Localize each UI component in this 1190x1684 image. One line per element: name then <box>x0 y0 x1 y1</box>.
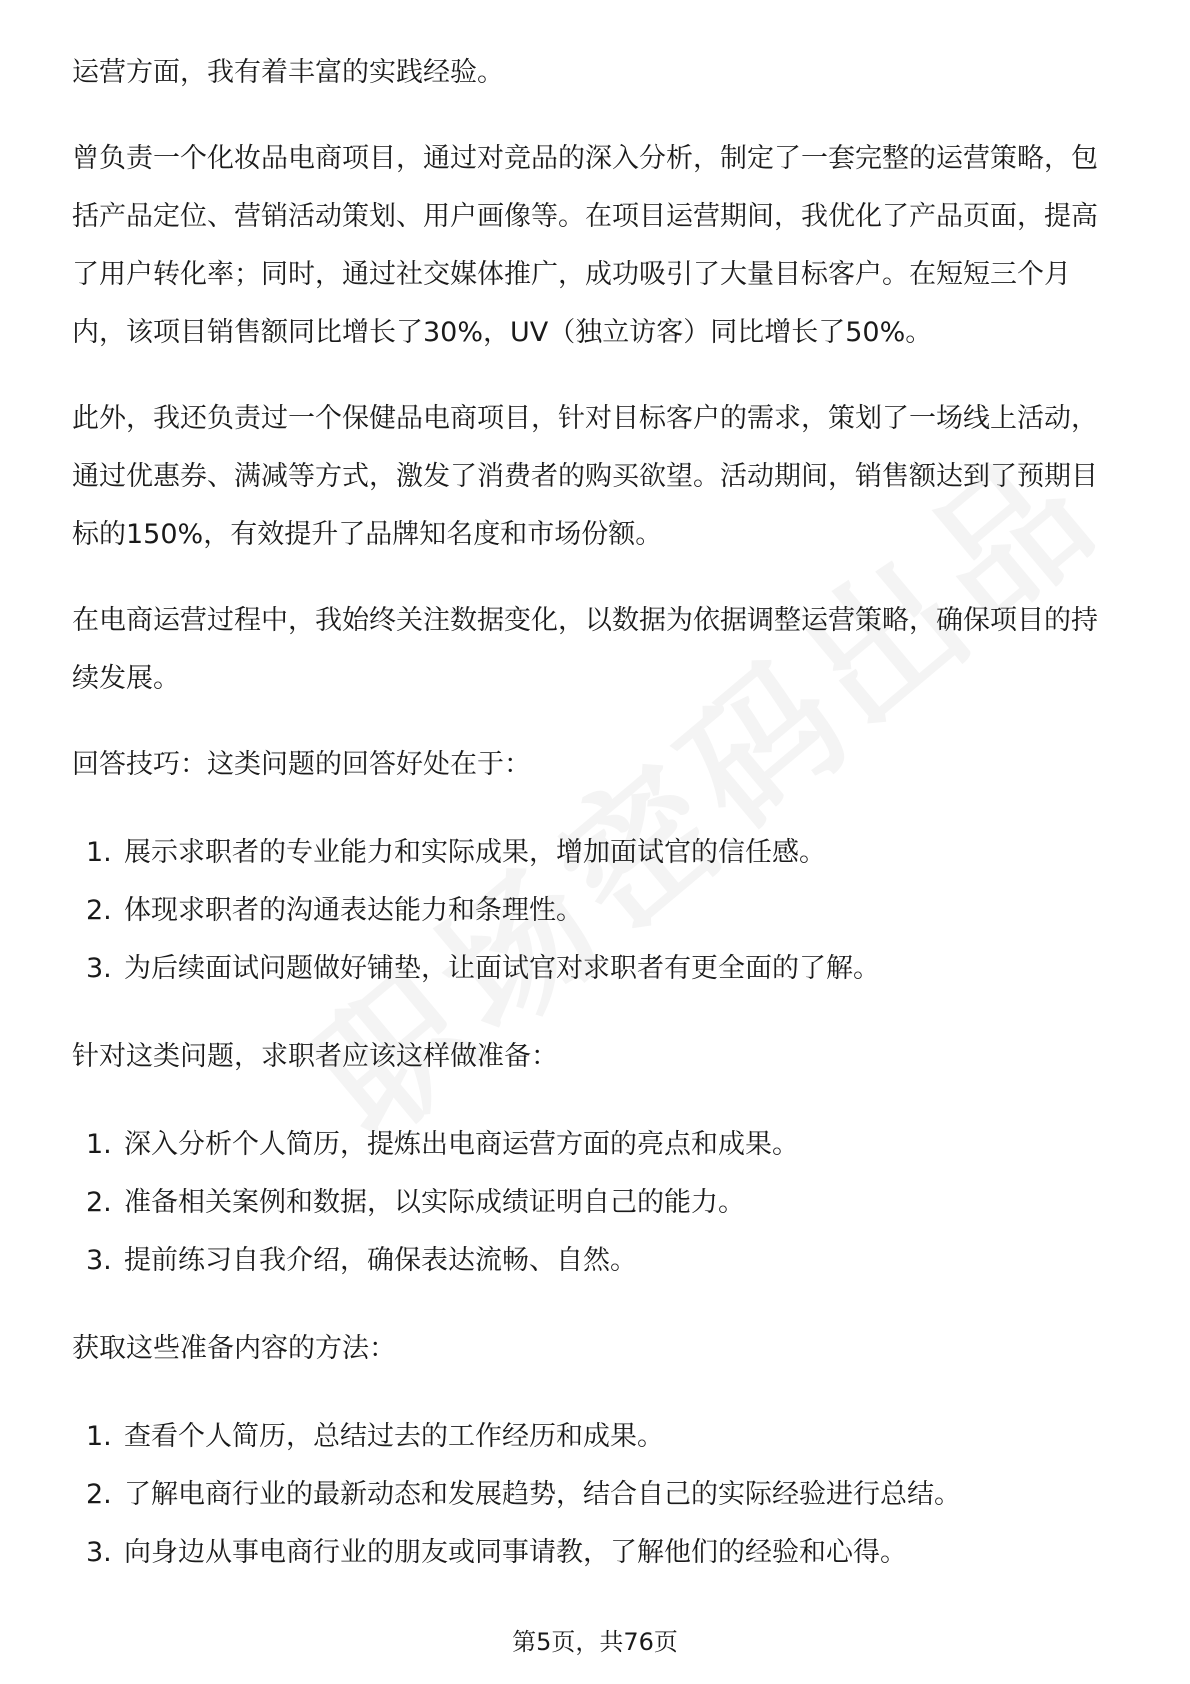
page-footer <box>0 1624 1190 1660</box>
preparation-list <box>72 1116 1122 1290</box>
list-number: 2. <box>86 1187 112 1218</box>
list-number: 3. <box>86 953 112 984</box>
list-item-text: 提前练习自我介绍，确保表达流畅、自然。 <box>124 1245 637 1276</box>
paragraph-health-project: 此外，我还负责过一个保健品电商项目，针对目标客户的需求，策划了一场线上活动，通过优惠券、满减等方式，激发了消费者的购买欲望。活动期间，销售额达到了预期目标的150%，有效提升了品牌知名度和市场份额。 <box>72 403 1098 550</box>
list-item-text: 为后续面试问题做好铺垫，让面试官对求职者有更全面的了解。 <box>124 953 880 984</box>
list-item-text: 向身边从事电商行业的朋友或同事请教，了解他们的经验和心得。 <box>124 1537 907 1568</box>
list-item-text: 体现求职者的沟通表达能力和条理性。 <box>124 895 583 926</box>
document-body <box>72 44 1122 1612</box>
list-item-text: 深入分析个人简历，提炼出电商运营方面的亮点和成果。 <box>124 1129 799 1160</box>
paragraph-intro: 运营方面，我有着丰富的实践经验。 <box>72 57 504 88</box>
answer-tips-list <box>72 824 1122 998</box>
list-item-text: 查看个人简历，总结过去的工作经历和成果。 <box>124 1421 664 1452</box>
list-number: 1. <box>86 1129 112 1160</box>
list-item <box>72 1524 1122 1582</box>
paragraph-data-driven: 在电商运营过程中，我始终关注数据变化，以数据为依据调整运营策略，确保项目的持续发展。 <box>72 605 1098 694</box>
section-heading-preparation: 针对这类问题，求职者应该这样做准备： <box>72 1041 558 1072</box>
list-number: 1. <box>86 1421 112 1452</box>
list-item-text: 展示求职者的专业能力和实际成果，增加面试官的信任感。 <box>124 837 826 868</box>
page-number: 第5页，共76页 <box>512 1628 678 1656</box>
list-item <box>72 1232 1122 1290</box>
paragraph-cosmetics-project: 曾负责一个化妆品电商项目，通过对竞品的深入分析，制定了一套完整的运营策略，包括产品定位、营销活动策划、用户画像等。在项目运营期间，我优化了产品页面，提高了用户转化率；同时，通过社交媒体推广，成功吸引了大量目标客户。在短短三个月内，该项目销售额同比增长了30%，UV（独立访客）同比增长了50%。 <box>72 143 1098 348</box>
list-item <box>72 1466 1122 1524</box>
list-item-text: 准备相关案例和数据，以实际成绩证明自己的能力。 <box>124 1187 745 1218</box>
list-item <box>72 824 1122 882</box>
section-heading-answer-tips: 回答技巧：这类问题的回答好处在于： <box>72 749 531 780</box>
list-item <box>72 940 1122 998</box>
list-item <box>72 1116 1122 1174</box>
list-number: 3. <box>86 1245 112 1276</box>
section-heading-methods: 获取这些准备内容的方法： <box>72 1333 396 1364</box>
methods-list <box>72 1408 1122 1582</box>
list-item <box>72 1174 1122 1232</box>
list-item <box>72 1408 1122 1466</box>
list-item <box>72 882 1122 940</box>
list-number: 1. <box>86 837 112 868</box>
list-item-text: 了解电商行业的最新动态和发展趋势，结合自己的实际经验进行总结。 <box>124 1479 961 1510</box>
list-number: 3. <box>86 1537 112 1568</box>
list-number: 2. <box>86 895 112 926</box>
list-number: 2. <box>86 1479 112 1510</box>
